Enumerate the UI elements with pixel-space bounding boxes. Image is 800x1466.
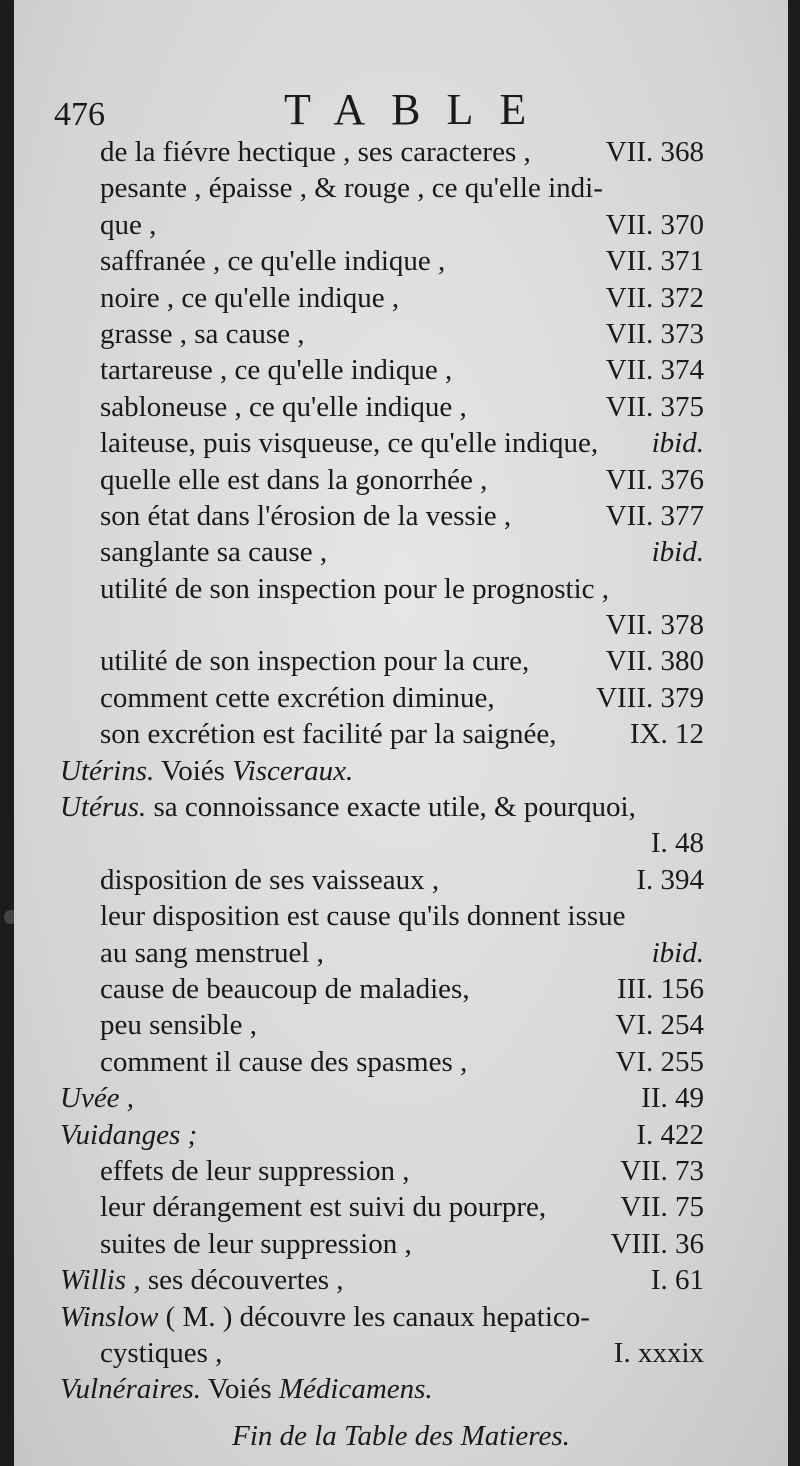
entry-text	[100, 935, 324, 971]
entry-description: sabloneuse , ce qu'elle indique ,	[100, 390, 467, 423]
entry-page-reference: VII. 380	[605, 645, 704, 678]
entry-page-reference: VII. 373	[605, 317, 704, 350]
index-entries	[54, 134, 704, 1408]
index-entry	[54, 862, 704, 898]
entry-page-reference: VII. 75	[620, 1191, 704, 1224]
index-entry	[54, 462, 704, 498]
index-entry	[54, 1153, 704, 1189]
entry-text	[100, 389, 467, 425]
page-title: TABLE	[284, 85, 553, 134]
entry-description: cause de beaucoup de maladies,	[100, 972, 470, 1005]
entry-page-reference: VIII. 379	[596, 681, 704, 714]
index-entry	[54, 571, 704, 607]
index-entry	[54, 498, 704, 534]
entry-text	[60, 1117, 197, 1153]
entry-description: effets de leur suppression ,	[100, 1154, 410, 1187]
entry-text	[100, 280, 399, 316]
index-entry	[54, 1080, 704, 1116]
entry-description: son excrétion est facilité par la saignée,	[100, 718, 557, 751]
entry-page-reference: I. xxxix	[613, 1336, 704, 1369]
entry-text	[100, 971, 470, 1007]
entry-description: cystiques ,	[100, 1336, 223, 1369]
index-entry	[54, 1335, 704, 1371]
entry-page-reference: VI. 255	[615, 1045, 704, 1078]
page-header	[54, 84, 754, 140]
entry-headword: Vulnéraires.	[60, 1373, 201, 1406]
entry-text	[100, 170, 603, 206]
entry-description: suites de leur suppression ,	[100, 1227, 412, 1260]
entry-headword: Uvée ,	[60, 1082, 135, 1115]
entry-page-reference: VII. 371	[605, 245, 704, 278]
entry-description: de la fiévre hectique , ses caracteres ,	[100, 136, 531, 168]
index-entry	[54, 1044, 704, 1080]
entry-text	[100, 680, 495, 716]
entry-description: peu sensible ,	[100, 1009, 258, 1042]
index-entry	[54, 1007, 704, 1043]
index-entry	[54, 352, 704, 388]
index-entry	[54, 607, 704, 643]
entry-page-reference: VII. 73	[620, 1154, 704, 1187]
entry-text	[100, 534, 327, 570]
entry-text	[100, 571, 609, 607]
index-entry	[54, 825, 704, 861]
index-entry	[54, 243, 704, 279]
entry-text	[100, 134, 531, 170]
entry-text	[100, 462, 487, 498]
index-entry	[54, 170, 704, 206]
index-entry	[54, 971, 704, 1007]
index-entry	[54, 389, 704, 425]
entry-description: Voiés	[160, 754, 225, 787]
index-entry	[54, 716, 704, 752]
index-entry	[54, 753, 704, 789]
entry-description: sa connoissance exacte utile, & pourquoi,	[153, 791, 636, 824]
index-entry	[54, 680, 704, 716]
entry-description: leur dérangement est suivi du pourpre,	[100, 1191, 547, 1224]
entry-headword: Winslow	[60, 1300, 159, 1333]
entry-description: son état dans l'érosion de la vessie ,	[100, 499, 512, 532]
entry-description: ses découvertes ,	[147, 1264, 344, 1297]
index-entry	[54, 534, 704, 570]
entry-description: quelle elle est dans la gonorrhée ,	[100, 463, 488, 496]
entry-text	[100, 862, 439, 898]
page-number: 476	[54, 96, 105, 133]
entry-page-reference: ibid.	[651, 536, 704, 569]
entry-description: tartareuse , ce qu'elle indique ,	[100, 354, 453, 387]
entry-page-reference: VII. 376	[605, 463, 704, 496]
entry-description: leur disposition est cause qu'ils donnent issue	[100, 900, 626, 933]
entry-page-reference: VII. 374	[605, 354, 704, 387]
entry-text	[60, 1080, 134, 1116]
entry-description: noire , ce qu'elle indique ,	[100, 281, 400, 314]
end-note: Fin de la Table des Matieres.	[232, 1420, 570, 1452]
entry-page-reference: VII. 372	[605, 281, 704, 314]
entry-text	[100, 1335, 222, 1371]
index-entry	[54, 789, 704, 825]
index-entry	[54, 1299, 704, 1335]
entry-text	[100, 352, 452, 388]
entry-text	[100, 1226, 412, 1262]
index-entry	[54, 207, 704, 243]
entry-headword: Utérins.	[60, 754, 155, 787]
entry-page-reference: II. 49	[641, 1082, 704, 1115]
entry-headword: Vuidanges ;	[60, 1118, 198, 1151]
entry-cross-reference: Médicamens.	[278, 1373, 433, 1406]
entry-description: utilité de son inspection pour le prognostic ,	[100, 572, 610, 605]
index-entry	[54, 1371, 704, 1407]
entry-page-reference: VII. 377	[605, 499, 704, 532]
entry-page-reference: III. 156	[617, 972, 704, 1005]
entry-text	[100, 716, 557, 752]
entry-page-reference: VII. 368	[605, 136, 704, 168]
entry-page-reference: I. 394	[636, 863, 704, 896]
entry-description: pesante , épaisse , & rouge , ce qu'elle indi-	[100, 172, 603, 205]
index-entry	[54, 1226, 704, 1262]
entry-description: que ,	[100, 208, 157, 241]
entry-text	[60, 789, 636, 825]
entry-page-reference: IX. 12	[629, 718, 704, 751]
entry-page-reference: I. 422	[636, 1118, 704, 1151]
entry-description: au sang menstruel ,	[100, 936, 324, 969]
entry-text	[100, 643, 529, 679]
entry-description: disposition de ses vaisseaux ,	[100, 863, 440, 896]
entry-description: sanglante sa cause ,	[100, 536, 328, 569]
entry-description: comment cette excrétion diminue,	[100, 681, 495, 714]
index-entry	[54, 643, 704, 679]
entry-page-reference: VII. 370	[605, 208, 704, 241]
entry-headword: Utérus.	[60, 791, 147, 824]
entry-text	[100, 1189, 546, 1225]
entry-page-reference: I. 48	[650, 827, 704, 860]
entry-text	[100, 207, 156, 243]
entry-text	[100, 1044, 467, 1080]
entry-text	[60, 1371, 433, 1407]
entry-page-reference: VII. 375	[605, 390, 704, 423]
entry-description: grasse , sa cause ,	[100, 317, 305, 350]
entry-description: Voiés	[207, 1373, 272, 1406]
entry-cross-reference: Visceraux.	[232, 754, 354, 787]
index-entry	[54, 280, 704, 316]
entry-description: laiteuse, puis visqueuse, ce qu'elle indique,	[100, 427, 599, 460]
entry-headword: Willis ,	[60, 1264, 141, 1297]
entry-text	[100, 498, 511, 534]
entry-text	[100, 898, 626, 934]
entry-page-reference: VI. 254	[615, 1009, 704, 1042]
entry-text	[100, 316, 305, 352]
index-entry	[54, 1117, 704, 1153]
entry-text	[100, 1007, 257, 1043]
index-entry	[54, 1262, 704, 1298]
entry-text	[100, 243, 445, 279]
entry-page-reference: ibid.	[651, 936, 704, 969]
entry-text	[60, 1262, 344, 1298]
index-entry	[54, 134, 704, 170]
entry-description: utilité de son inspection pour la cure,	[100, 645, 530, 678]
entry-text	[60, 753, 353, 789]
index-entry	[54, 425, 704, 461]
entry-text	[100, 1153, 410, 1189]
entry-page-reference: VII. 378	[605, 609, 704, 642]
entry-page-reference: VIII. 36	[610, 1227, 704, 1260]
entry-description: saffranée , ce qu'elle indique ,	[100, 245, 446, 278]
index-entry	[54, 935, 704, 971]
entry-description: ( M. ) découvre les canaux hepatico-	[165, 1300, 590, 1333]
book-page	[14, 0, 788, 1466]
entry-text	[60, 1299, 590, 1335]
entry-page-reference: ibid.	[651, 427, 704, 460]
index-entry	[54, 316, 704, 352]
entry-page-reference: I. 61	[650, 1264, 704, 1297]
entry-text	[100, 425, 598, 461]
index-entry	[54, 1189, 704, 1225]
entry-description: comment il cause des spasmes ,	[100, 1045, 468, 1078]
index-entry	[54, 898, 704, 934]
